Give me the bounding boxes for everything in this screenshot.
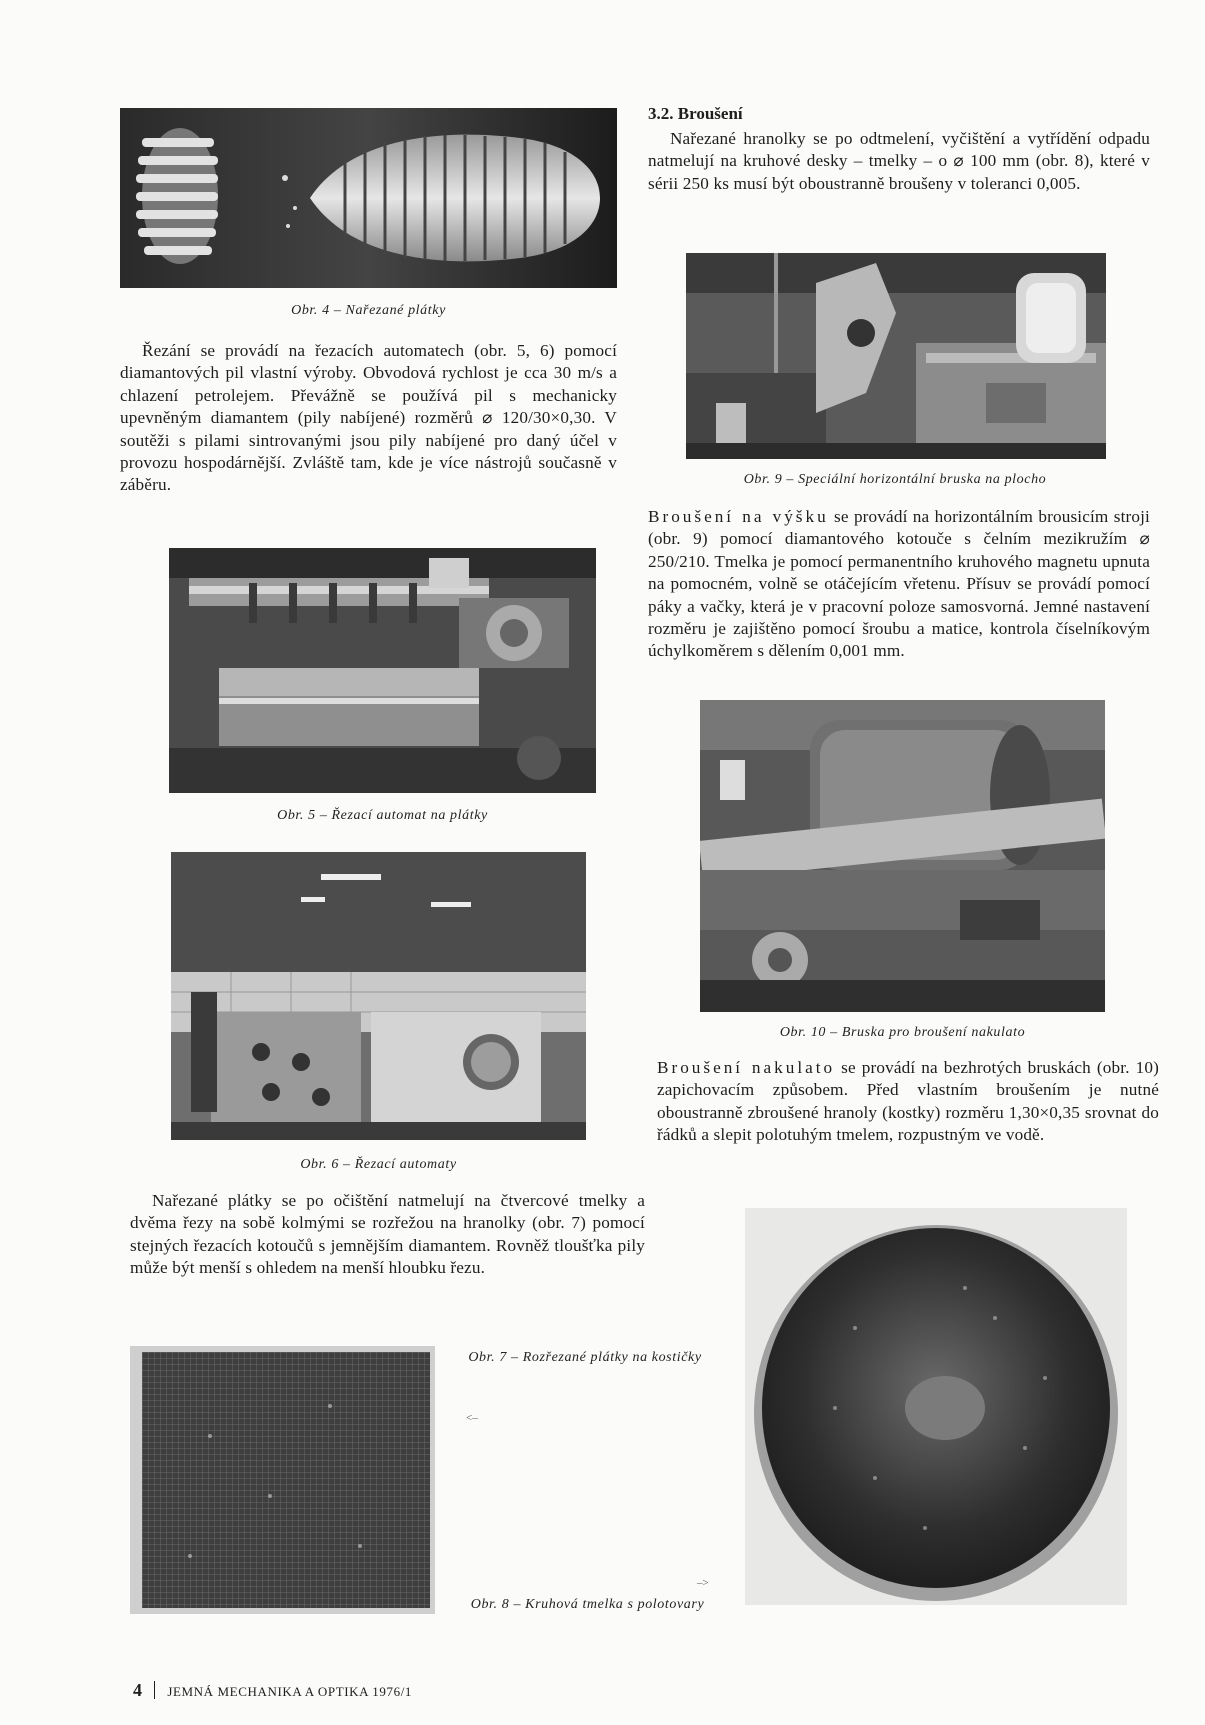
footer-divider <box>154 1681 155 1699</box>
photo-obr4 <box>120 108 617 288</box>
paragraph-nakulato <box>657 1057 1159 1147</box>
photo-obr6 <box>171 852 586 1140</box>
paragraph-platky: Nařezané plátky se po očištění natmelují na čtvercové tmelky a dvěma řezy na sobě kolmými se rozřežou na hranolky (obr. 7) pomocí stejných řezacích kotoučů s jemnějším diamantem. Rovněž tloušťka pily může být menší s ohledem na menší hloubku řezu. <box>130 1191 645 1278</box>
section-heading: 3.2. Broušení <box>648 104 743 123</box>
paragraph-vysku-lead: Broušení na výšku <box>648 507 829 526</box>
paragraph-rezani: Řezání se provádí na řezacích automatech (obr. 5, 6) pomocí diamantových pil vlastní výroby. Obvodová rychlost je cca 30 m/s a chlazení petrolejem. Převážně se používá pil s mechanicky upevněným diamantem (pily nabíjené) rozměrů ⌀ 120/30×0,30. V soutěži s pilami sintrovanými jsou pily nabíjené pro daný účel v provozu hospodárnější. Zvláště tam, kde je více nástrojů současně v záběru. <box>120 341 617 495</box>
caption-obr10: Obr. 10 – Bruska pro broušení nakulato <box>779 1025 1026 1040</box>
caption-obr9: Obr. 9 – Speciální horizontální bruska na plocho <box>743 472 1047 487</box>
paragraph-brouseni-intro: Nařezané hranolky se po odtmelení, vyčištění a vytřídění odpadu natmelují na kruhové desky – tmelky – o ⌀ 100 mm (obr. 8), které v sérii 250 ks musí být oboustranně broušeny v toleranci 0,005. <box>648 129 1150 193</box>
paragraph-nakulato-lead: Broušení nakulato <box>657 1058 836 1077</box>
photo-obr5 <box>169 548 596 793</box>
arrow-left-icon: <– <box>466 1412 478 1424</box>
caption-obr6: Obr. 6 – Řezací automaty <box>300 1157 457 1172</box>
photo-obr10 <box>700 700 1105 1012</box>
paragraph-vysku <box>648 506 1150 663</box>
caption-obr4: Obr. 4 – Nařezané plátky <box>291 303 446 318</box>
paragraph-nakulato-rest: se provádí na bezhrotých bruskách (obr. 10) zapichovacím způsobem. Před vlastním broušením je nutné oboustranně zbroušené hranoly (kostky) rozměru 1,30×0,35 srovnat do řádků a slepit polotuhým tmelem, rozpustným ve vodě. <box>657 1058 1160 1145</box>
caption-obr8: Obr. 8 – Kruhová tmelka s polotovary <box>470 1597 705 1612</box>
page-number: 4 <box>133 1680 143 1700</box>
footer <box>133 1680 412 1701</box>
caption-obr7: Obr. 7 – Rozřezané plátky na kostičky <box>468 1350 702 1365</box>
photo-obr9 <box>686 253 1106 459</box>
caption-obr5: Obr. 5 – Řezací automat na plátky <box>277 808 488 823</box>
paragraph-vysku-rest: se provádí na horizontálním brousicím stroji (obr. 9) pomocí diamantového kotouče s čelním mezikružím ⌀ 250/210. Tmelka je pomocí permanentního kruhového magnetu upnuta na pomocném, volně se otáčejícím vřetenu. Přísuv se provádí pomocí páky a vačky, která je v pracovní poloze samosvorná. Jemné nastavení rozměru je zajištěno pomocí šroubu a matice, kontrola číselníkovým úchylkoměrem s dělením 0,001 mm. <box>648 507 1150 661</box>
photo-obr8 <box>745 1208 1127 1605</box>
arrow-right-icon: –> <box>697 1577 709 1589</box>
photo-obr7 <box>130 1346 435 1614</box>
journal-name: JEMNÁ MECHANIKA A OPTIKA 1976/1 <box>167 1684 412 1699</box>
